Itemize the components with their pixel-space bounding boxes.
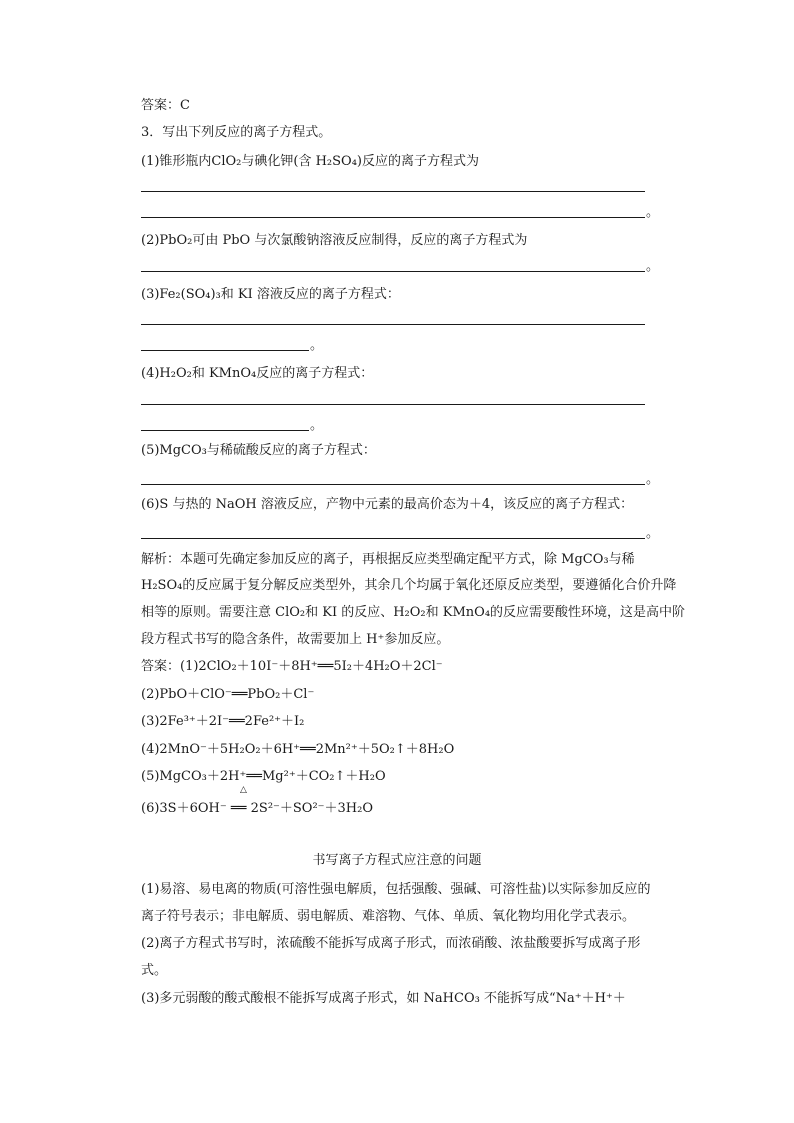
question-3-2: (2)PbO₂可由 PbO 与次氯酸钠溶液反应制得，反应的离子方程式为 xyxy=(141,233,528,248)
note-line: (2)离子方程式书写时，浓硫酸不能拆写成离子形式，而浓硝酸、浓盐酸要拆写成离子形 xyxy=(141,936,641,951)
answer-equation-5: (5)MgCO₃＋2H⁺══Mg²⁺＋CO₂↑＋H₂O xyxy=(141,769,386,784)
period-mark: 。 xyxy=(646,526,660,541)
period-mark: 。 xyxy=(646,472,660,487)
question-3-title: 3．写出下列反应的离子方程式。 xyxy=(141,125,332,140)
period-mark: 。 xyxy=(310,418,324,433)
analysis-line: 解析：本题可先确定参加反应的离子，再根据反应类型确定配平方式，除 MgCO₃与稀 xyxy=(141,552,635,567)
answer-equation-6: (6)3S＋6OH⁻ ══ 2S²⁻＋SO²⁻＋3H₂O xyxy=(141,801,374,816)
question-3-4: (4)H₂O₂和 KMnO₄反应的离子方程式： xyxy=(141,366,374,381)
top-answer: 答案：C xyxy=(141,98,190,113)
answer-equation-2: (2)PbO＋ClO⁻══PbO₂＋Cl⁻ xyxy=(141,687,315,702)
analysis-line: 相等的原则。需要注意 ClO₂和 KI 的反应、H₂O₂和 KMnO₄的反应需要酸性环境，这是高中阶 xyxy=(141,605,686,620)
analysis-line: H₂SO₄的反应属于复分解反应类型外，其余几个均属于氧化还原反应类型，要遵循化合价升降 xyxy=(141,578,677,593)
answer-blank[interactable] xyxy=(141,484,645,485)
note-line: (1)易溶、易电离的物质(可溶性强电解质，包括强酸、强碱、可溶性盐)以实际参加反应的 xyxy=(141,882,651,897)
answer-blank[interactable] xyxy=(141,324,645,325)
note-line: 离子符号表示；非电解质、弱电解质、难溶物、气体、单质、氧化物均用化学式表示。 xyxy=(141,909,636,924)
answer-equation-1: 答案：(1)2ClO₂＋10I⁻＋8H⁺══5I₂＋4H₂O＋2Cl⁻ xyxy=(141,659,443,674)
period-mark: 。 xyxy=(646,259,660,274)
question-3-5: (5)MgCO₃与稀硫酸反应的离子方程式： xyxy=(141,443,376,458)
question-3-6: (6)S 与热的 NaOH 溶液反应，产物中元素的最高价态为＋4，该反应的离子方程式： xyxy=(141,497,634,512)
answer-blank[interactable] xyxy=(141,271,645,272)
answer-blank[interactable] xyxy=(141,350,309,351)
question-3-3: (3)Fe₂(SO₄)₃和 KI 溶液反应的离子方程式： xyxy=(141,287,400,302)
answer-blank[interactable] xyxy=(141,191,645,192)
answer-blank[interactable] xyxy=(141,404,645,405)
answer-equation-4: (4)2MnO⁻＋5H₂O₂＋6H⁺══2Mn²⁺＋5O₂↑＋8H₂O xyxy=(141,742,455,757)
answer-blank[interactable] xyxy=(141,538,645,539)
answer-blank[interactable] xyxy=(141,430,309,431)
period-mark: 。 xyxy=(310,338,324,353)
note-line: (3)多元弱酸的酸式酸根不能拆写成离子形式，如 NaHCO₃ 不能拆写成“Na⁺＋H⁺＋ xyxy=(141,991,626,1006)
question-3-1: (1)锥形瓶内ClO₂与碘化钾(含 H₂SO₄)反应的离子方程式为 xyxy=(141,154,479,169)
note-line: 式。 xyxy=(141,963,168,978)
notes-heading: 书写离子方程式应注意的问题 xyxy=(312,853,482,868)
answer-equation-3: (3)2Fe³⁺＋2I⁻══2Fe²⁺＋I₂ xyxy=(141,714,305,729)
heating-condition-mark: △ xyxy=(240,785,247,795)
answer-blank[interactable] xyxy=(141,217,645,218)
period-mark: 。 xyxy=(646,205,660,220)
analysis-line: 段方程式书写的隐含条件，故需要加上 H⁺参加反应。 xyxy=(141,632,450,647)
